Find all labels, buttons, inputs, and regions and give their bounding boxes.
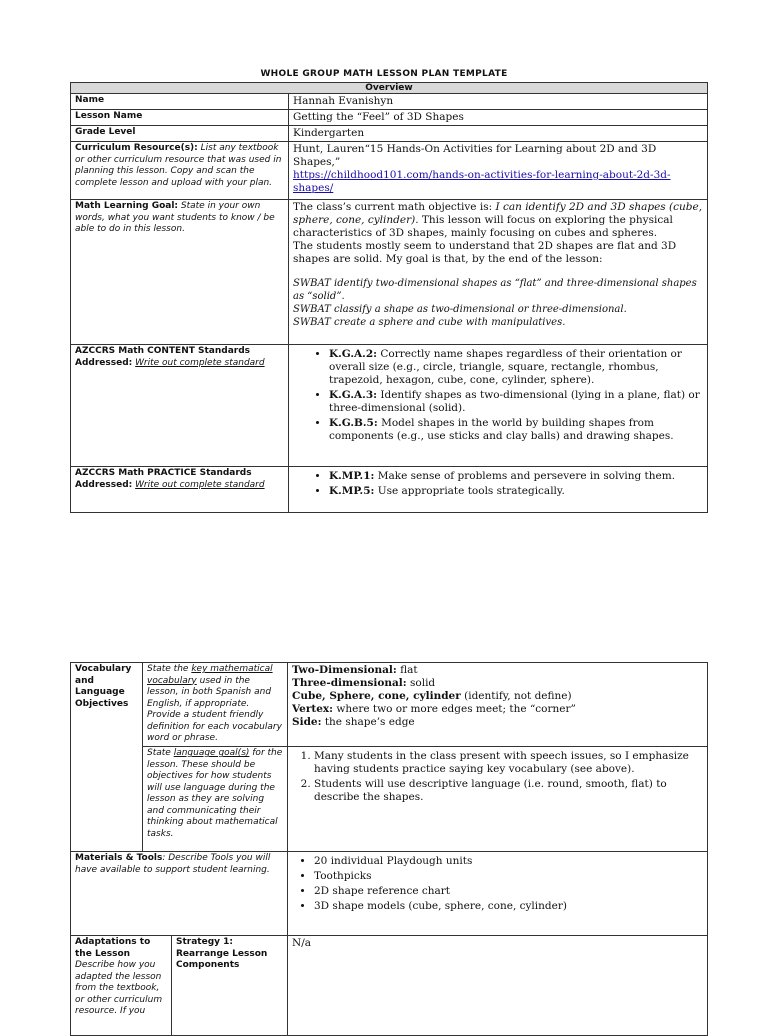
name-label: Name <box>71 94 289 110</box>
lesson-name-value: Getting the “Feel” of 3D Shapes <box>289 110 708 126</box>
curriculum-value <box>289 142 708 200</box>
vocab-item: Vertex: where two or more edges meet; the “corner” <box>292 703 576 715</box>
language-goal-list <box>292 750 703 804</box>
goal-value <box>289 200 708 345</box>
vocab-item: Side: the shape’s edge <box>292 716 415 728</box>
overview-table <box>70 82 708 513</box>
practice-standards-value <box>289 467 708 513</box>
overview-header: Overview <box>71 83 708 94</box>
vocab-description: State the key mathematical vocabulary used in the lesson, in both Spanish and English, if appropriate. Provide a student friendly definition for each vocabulary word or phrase. <box>143 663 288 747</box>
list-item: • 20 individual Playdough units <box>314 855 703 868</box>
vocab-value <box>288 663 708 747</box>
practice-standards-list <box>293 470 703 498</box>
details-table <box>70 662 708 1036</box>
curriculum-label: Curriculum Resource(s): List any textbook or other curriculum resource that was used in planning this lesson. Copy and scan the complete lesson and upload with your plan. <box>71 142 289 200</box>
curriculum-link[interactable]: https://childhood101.com/hands-on-activities-for-learning-about-2d-3d-shapes/ <box>293 169 671 194</box>
curriculum-citation: Hunt, Lauren“15 Hands-On Activities for Learning about 2D and 3D Shapes,” <box>293 143 657 168</box>
name-value: Hannah Evanishyn <box>289 94 708 110</box>
grade-level-value: Kindergarten <box>289 126 708 142</box>
practice-standards-label: AZCCRS Math PRACTICE Standards Addressed: Write out complete standard <box>71 467 289 513</box>
strategy-label: Strategy 1: Rearrange Lesson Components <box>172 936 288 1036</box>
language-goal-description: State language goal(s) for the lesson. These should be objectives for how students will use language during the lesson as they are solving and communicating their thinking about mathematical tasks. <box>143 747 288 852</box>
list-item: • Toothpicks <box>314 870 703 883</box>
list-item: • K.G.B.5: Model shapes in the world by building shapes from components (e.g., use sticks and clay balls) and drawing shapes. <box>329 417 703 443</box>
lesson-name-label: Lesson Name <box>71 110 289 126</box>
materials-value <box>288 852 708 936</box>
content-standards-value <box>289 345 708 467</box>
swbat-1: SWBAT identify two-dimensional shapes as “flat” and three-dimensional shapes as “solid”. <box>293 278 697 302</box>
page-title: WHOLE GROUP MATH LESSON PLAN TEMPLATE <box>260 69 508 79</box>
language-goal-value <box>288 747 708 852</box>
goal-paragraph-1: The class’s current math objective is: I can identify 2D and 3D shapes (cube, sphere, cone, cylinder). This lesson will focus on exploring the physical characteristics of 3D shapes, mainly focusing on cubes and spheres. <box>293 201 703 239</box>
content-standards-label: AZCCRS Math CONTENT Standards Addressed: Write out complete standard <box>71 345 289 467</box>
grade-level-label: Grade Level <box>71 126 289 142</box>
list-item: • 3D shape models (cube, sphere, cone, cylinder) <box>314 900 703 913</box>
goal-paragraph-2: The students mostly seem to understand that 2D shapes are flat and 3D shapes are solid. My goal is that, by the end of the lesson: <box>293 240 677 265</box>
materials-label: Materials & Tools: Describe Tools you will have available to support student learning. <box>71 852 288 936</box>
content-standards-list <box>293 348 703 443</box>
goal-label: Math Learning Goal: State in your own words, what you want students to know / be able to do in this lesson. <box>71 200 289 345</box>
list-item: • K.G.A.3: Identify shapes as two-dimensional (lying in a plane, flat) or three-dimensional (solid). <box>329 389 703 415</box>
vocab-item: Two-Dimensional: flat <box>292 664 418 676</box>
vocab-header: Vocabulary and Language Objectives <box>71 663 143 852</box>
list-item: • K.MP.1: Make sense of problems and persevere in solving them. <box>329 470 703 483</box>
list-item: • K.G.A.2: Correctly name shapes regardless of their orientation or overall size (e.g., circle, triangle, square, rectangle, rhombus, trapezoid, hexagon, cube, cone, cylinder, sphere). <box>329 348 703 387</box>
list-item: 2. Students will use descriptive language (i.e. round, smooth, flat) to describe the shapes. <box>314 778 703 804</box>
materials-list <box>292 855 703 913</box>
list-item: • K.MP.5: Use appropriate tools strategically. <box>329 485 703 498</box>
strategy-value: N/a <box>288 936 708 1036</box>
swbat-2: SWBAT classify a shape as two-dimensional or three-dimensional. <box>293 304 627 315</box>
vocab-item: Three-dimensional: solid <box>292 677 436 689</box>
adaptations-label: Adaptations to the Lesson Describe how you adapted the lesson from the textbook, or other curriculum resource. If you <box>71 936 172 1036</box>
list-item: • 2D shape reference chart <box>314 885 703 898</box>
vocab-item: Cube, Sphere, cone, cylinder (identify, not define) <box>292 690 572 702</box>
list-item: 1. Many students in the class present with speech issues, so I emphasize having students practice saying key vocabulary (see above). <box>314 750 703 776</box>
swbat-3: SWBAT create a sphere and cube with manipulatives. <box>293 317 566 328</box>
